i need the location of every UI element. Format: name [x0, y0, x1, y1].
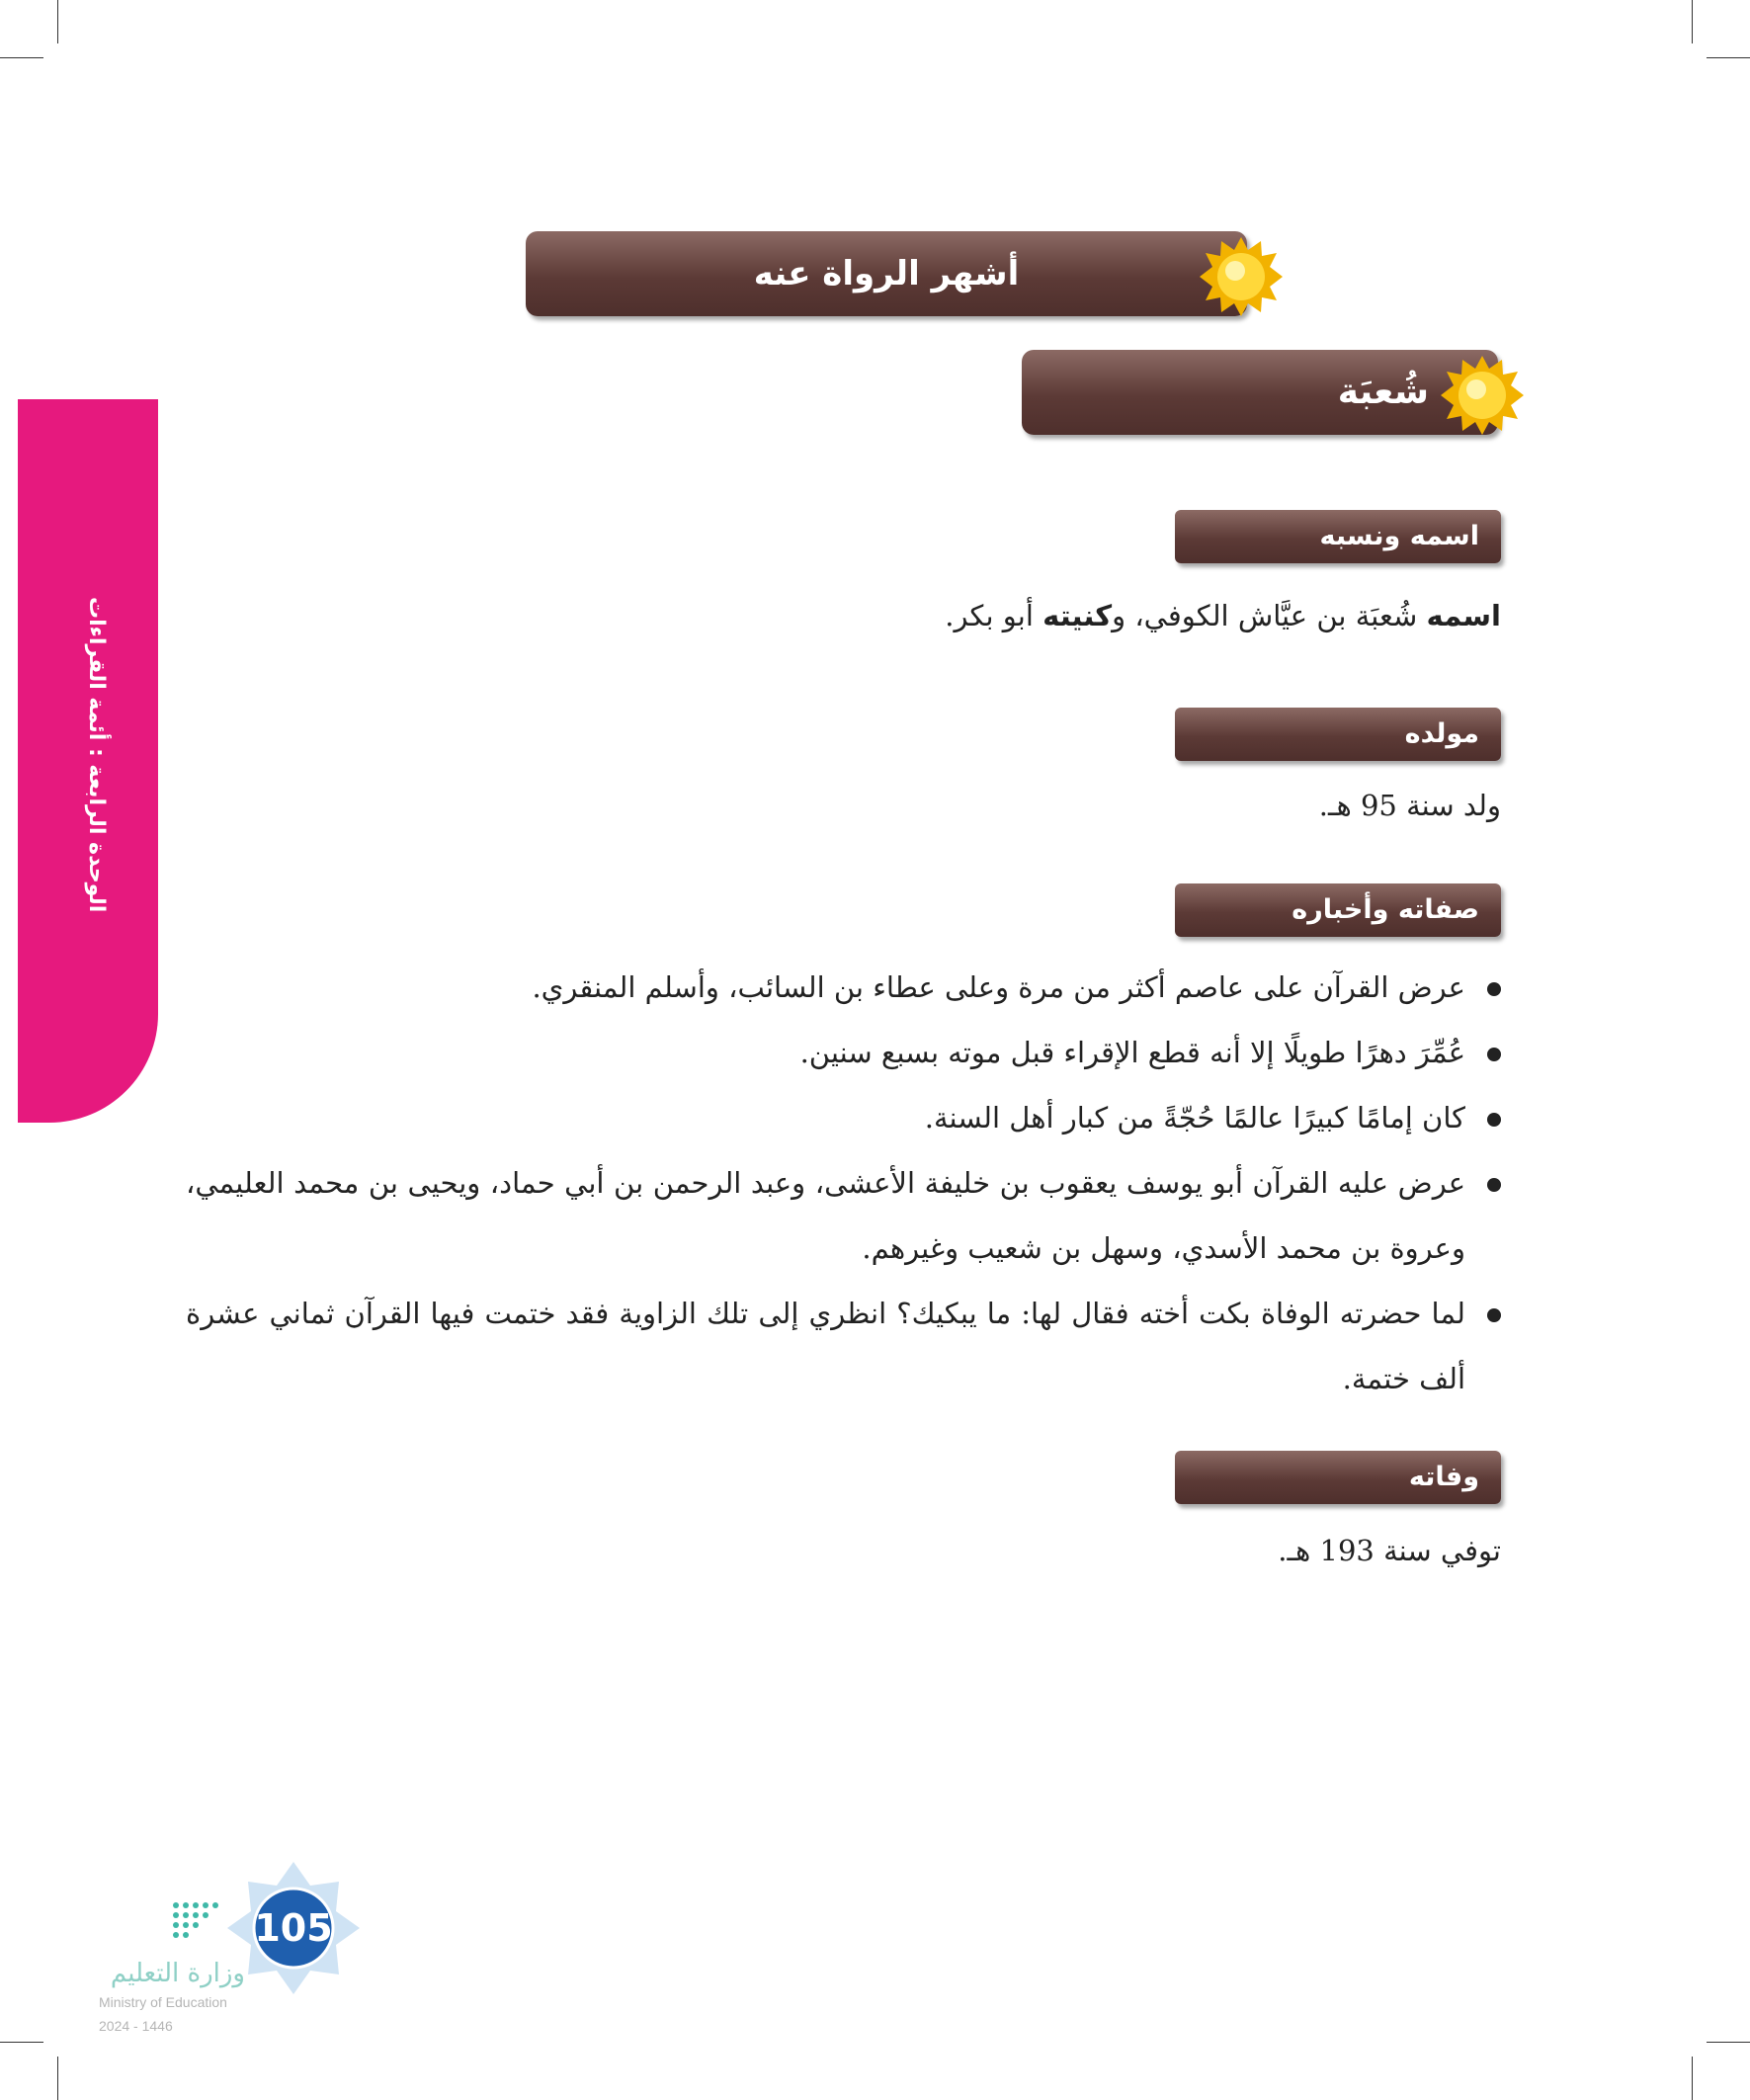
list-item-text: لما حضرته الوفاة بكت أخته فقال لها: ما يبكيك؟ انظري إلى تلك الزاوية فقد ختمت فيها القرآن ثماني عشرة ألف ختمة. — [186, 1297, 1465, 1395]
bullet-dot — [1487, 1048, 1501, 1061]
list-item-text: عرض عليه القرآن أبو يوسف يعقوب بن خليفة الأعشى، وعبد الرحمن بن أبي حماد، ويحيى بن محمد العليمي، وعروة بن محمد الأسدي، وسهل بن شعيب وغيرهم. — [186, 1166, 1465, 1265]
section-heading-birth — [1175, 708, 1501, 761]
list-item — [186, 955, 1501, 1020]
list-item-text: كان إمامًا كبيرًا عالمًا حُجّةً من كبار أهل السنة. — [924, 1101, 1465, 1134]
ministry-year: 2024 - 1446 — [99, 2018, 173, 2034]
page-number: 105 — [254, 1906, 333, 1950]
ministry-logo-dots — [170, 1899, 229, 1943]
crop-mark — [57, 2057, 58, 2100]
sun-icon — [1441, 354, 1524, 437]
section-heading-name-text: اسمه ونسبه — [1319, 521, 1479, 551]
sun-icon — [1200, 235, 1283, 318]
list-item — [186, 1150, 1501, 1281]
kunya-text: أبو بكر. — [945, 599, 1043, 632]
crop-mark — [1707, 2042, 1750, 2043]
crop-mark — [1692, 2057, 1693, 2100]
section-heading-traits — [1175, 883, 1501, 937]
death-paragraph — [1278, 1534, 1501, 1567]
section-heading-death-text: وفاته — [1408, 1462, 1479, 1492]
sub-banner-title: شُعبَة — [1337, 372, 1429, 412]
bullet-dot — [1487, 1178, 1501, 1192]
section-heading-traits-text: صفاته وأخباره — [1292, 894, 1479, 925]
name-paragraph — [945, 599, 1501, 632]
list-item-text: عُمِّرَ دهرًا طويلًا إلا أنه قطع الإقراء قبل موته بسبع سنين. — [799, 1036, 1465, 1069]
birth-text: ولد سنة 95 هـ. — [1318, 789, 1501, 822]
crop-mark — [57, 0, 58, 43]
traits-list — [186, 955, 1501, 1411]
kunya-label: كنيته — [1042, 599, 1113, 632]
name-text: شُعبَة بن عيَّاش الكوفي، و — [1112, 599, 1427, 632]
unit-side-label-text: الوحدة الرابعة : أئمة القراءات — [84, 597, 109, 913]
section-heading-name — [1175, 510, 1501, 563]
section-heading-birth-text: مولده — [1404, 718, 1479, 749]
crop-mark — [0, 2042, 43, 2043]
bullet-dot — [1487, 1308, 1501, 1322]
crop-mark — [0, 57, 43, 58]
death-text: توفي سنة 193 هـ. — [1278, 1534, 1501, 1567]
list-item — [186, 1020, 1501, 1085]
ministry-name-en: Ministry of Education — [99, 1994, 227, 2010]
name-label: اسمه — [1426, 599, 1501, 632]
sub-banner — [1022, 350, 1498, 435]
ministry-name-ar: وزارة التعليم — [110, 1959, 245, 1988]
section-heading-death — [1175, 1451, 1501, 1504]
crop-mark — [1692, 0, 1693, 43]
list-item-text: عرض القرآن على عاصم أكثر من مرة وعلى عطاء بن السائب، وأسلم المنقري. — [532, 970, 1465, 1004]
crop-mark — [1707, 57, 1750, 58]
main-banner-title: أشهر الرواة عنه — [753, 254, 1020, 294]
list-item — [186, 1281, 1501, 1411]
main-banner — [526, 231, 1247, 316]
list-item — [186, 1085, 1501, 1150]
bullet-dot — [1487, 1113, 1501, 1127]
birth-paragraph — [1319, 789, 1501, 822]
bullet-dot — [1487, 982, 1501, 996]
